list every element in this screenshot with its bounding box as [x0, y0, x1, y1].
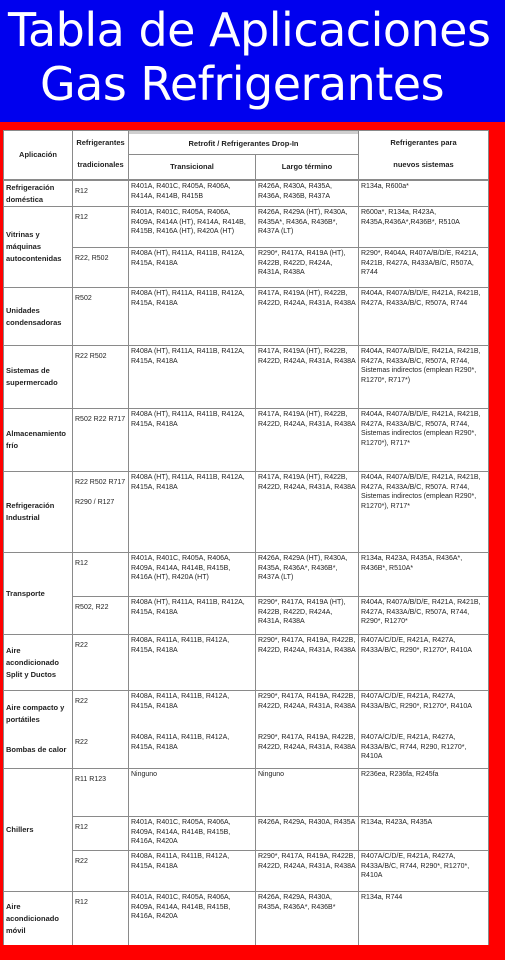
header-tradicionales-line2: tradicionales	[77, 160, 124, 169]
header-largo-termino: Largo término	[256, 155, 358, 179]
refrigerant-cell-nuevos: R404A, R407A/B/D/E, R421A, R421B, R427A, R433A/B/C, R507A, R744, Sistemas indirectos (emplean R290*, R1270*), R717*	[359, 409, 488, 471]
application-cell: Sistemas de supermercado	[4, 346, 72, 408]
refrigerant-cell-trans: R408A (HT), R411A, R411B, R412A, R415A, R418A	[129, 409, 255, 471]
title-banner	[0, 0, 505, 122]
refrigerant-cell-trad: R22	[73, 635, 128, 690]
refrigerant-cell-largo: R426A, R429A (HT), R430A, R435A, R436A*, R436B*, R437A (LT)	[256, 553, 358, 596]
refrigerant-cell-trans: R408A (HT), R411A, R411B, R412A, R415A, R418A	[129, 472, 255, 552]
refrigerant-cell-trans: Ninguno	[129, 769, 255, 816]
refrigerant-cell-trad: R22	[73, 732, 128, 768]
applications-table	[3, 130, 489, 945]
application-cell: Refrigeración doméstica	[4, 181, 72, 206]
refrigerant-cell-nuevos: R404A, R407A/B/D/E, R421A, R421B, R427A, R433A/B/C, R507A, R744, R290*, R1270*	[359, 597, 488, 634]
refrigerant-cell-largo: R417A, R419A (HT), R422B, R422D, R424A, R431A, R438A	[256, 409, 358, 471]
refrigerant-cell-largo: R426A, R429A, R430A, R435A	[256, 817, 358, 850]
refrigerant-cell-trad: R22	[73, 851, 128, 891]
refrigerant-cell-trad: R502 R22 R717	[73, 409, 128, 471]
application-cell: Aire compacto y portátiles	[4, 691, 72, 737]
refrigerant-cell-largo: R290*, R417A, R419A (HT), R422B, R422D, R424A, R431A, R438A	[256, 248, 358, 287]
refrigerant-cell-trad: R502, R22	[73, 597, 128, 634]
refrigerant-cell-trans: R408A (HT), R411A, R411B, R412A, R415A, R418A	[129, 597, 255, 634]
refrigerant-cell-nuevos: R404A, R407A/B/D/E, R421A, R421B, R427A, R433A/B/C, R507A, R744, Sistemas indirectos (emplean R290*, R1270*, R717*)	[359, 346, 488, 408]
header-aplicacion: Aplicación	[4, 131, 72, 179]
application-cell: Unidades condensadoras	[4, 288, 72, 345]
refrigerant-cell-trad: R12	[73, 553, 128, 596]
refrigerant-cell-nuevos: R404A, R407A/B/D/E, R421A, R421B, R427A, R433A/B/C, R507A, R744	[359, 288, 488, 345]
header-nuevos-sistemas	[359, 131, 488, 179]
refrigerant-cell-trans: R408A (HT), R411A, R411B, R412A, R415A, R418A	[129, 346, 255, 408]
refrigerant-cell-trans: R401A, R401C, R405A, R406A, R409A, R414A, R414B, R415B, R416A, R420A	[129, 817, 255, 850]
header-tradicionales-line1: Refrigerantes	[76, 138, 125, 147]
refrigerant-cell-largo: R290*, R417A, R419A, R422B, R422D, R424A, R431A, R438A	[256, 691, 358, 737]
refrigerant-cell-nuevos: R290*, R404A, R407A/B/D/E, R421A, R421B, R427A, R433A/B/C, R507A, R744	[359, 248, 488, 287]
refrigerant-cell-trad: R22, R502	[73, 248, 128, 287]
refrigerant-cell-trans: R408A (HT), R411A, R411B, R412A, R415A, R418A	[129, 248, 255, 287]
refrigerant-cell-trans: R408A (HT), R411A, R411B, R412A, R415A, R418A	[129, 288, 255, 345]
application-cell: Aire acondicionado Split y Ductos	[4, 635, 72, 690]
application-cell: Vitrinas y máquinas autocontenidas	[4, 207, 72, 287]
application-cell: Almacenamiento frío	[4, 409, 72, 471]
header-retrofit: Retrofit / Refrigerantes Drop-In	[129, 134, 358, 154]
refrigerant-cell-trans: R408A, R411A, R411B, R412A, R415A, R418A	[129, 851, 255, 891]
header-transicional: Transicional	[129, 155, 255, 179]
refrigerant-cell-trad: R12	[73, 892, 128, 945]
refrigerant-cell-trans: R408A, R411A, R411B, R412A, R415A, R418A	[129, 732, 255, 768]
refrigerant-cell-nuevos: R407A/C/D/E, R421A, R427A, R433A/B/C, R290*, R1270*, R410A	[359, 635, 488, 690]
refrigerant-cell-trad: R22 R502	[73, 346, 128, 408]
header-tradicionales	[73, 131, 128, 179]
refrigerant-cell-trans: R401A, R401C, R405A, R406A, R409A, R414A, R414B, R415B, R416A, R420A	[129, 892, 255, 945]
title-line-1: Tabla de Aplicaciones	[8, 3, 491, 57]
refrigerant-cell-largo: R290*, R417A, R419A, R422B, R422D, R424A, R431A, R438A	[256, 732, 358, 768]
refrigerant-cell-trans: R408A, R411A, R411B, R412A, R415A, R418A	[129, 691, 255, 737]
refrigerant-cell-trad: R12	[73, 181, 128, 206]
application-cell: Transporte	[4, 553, 72, 634]
refrigerant-cell-largo: Ninguno	[256, 769, 358, 816]
refrigerant-cell-largo: R290*, R417A, R419A, R422B, R422D, R424A, R431A, R438A	[256, 635, 358, 690]
application-cell: Refrigeración Industrial	[4, 472, 72, 552]
refrigerant-cell-trans: R401A, R401C, R405A, R406A, R409A, R414A, R414B, R415B, R416A (HT), R420A (HT)	[129, 553, 255, 596]
refrigerant-cell-largo: R417A, R419A (HT), R422B, R422D, R424A, R431A, R438A	[256, 472, 358, 552]
refrigerant-cell-nuevos: R407A/C/D/E, R421A, R427A, R433A/B/C, R744, R290, R1270*, R410A	[359, 732, 488, 768]
refrigerant-cell-trad: R22 R502 R717 R290 / R127	[73, 472, 128, 552]
refrigerant-cell-largo: R426A, R429A, R430A, R435A, R436A*, R436B*	[256, 892, 358, 945]
application-cell: Bombas de calor	[4, 732, 72, 768]
refrigerant-cell-nuevos: R404A, R407A/B/D/E, R421A, R421B, R427A, R433A/B/C, R507A. R744, Sistemas indirectos (emplean R290*, R1270*), R717*	[359, 472, 488, 552]
table-grid	[3, 130, 489, 945]
header-nuevos-line1: Refrigerantes para	[390, 138, 457, 147]
application-cell: Aire acondicionado móvil	[4, 892, 72, 945]
refrigerant-cell-nuevos: R407A/C/D/E, R421A, R427A, R433A/B/C, R290*, R1270*, R410A	[359, 691, 488, 737]
refrigerant-cell-trans: R401A, R401C, R405A, R406A, R409A, R414A (HT), R414A, R414B, R415B, R416A (HT), R420A (HT)	[129, 207, 255, 247]
application-cell: Chillers	[4, 769, 72, 891]
refrigerant-cell-largo: R426A, R429A (HT), R430A, R435A*, R436A, R436B*, R437A (LT)	[256, 207, 358, 247]
refrigerant-cell-nuevos: R134a, R600a*	[359, 181, 488, 206]
refrigerant-cell-trad: R11 R123	[73, 769, 128, 816]
refrigerant-cell-trad: R502	[73, 288, 128, 345]
refrigerant-cell-nuevos: R134a, R744	[359, 892, 488, 945]
refrigerant-cell-trad: R22	[73, 691, 128, 737]
refrigerant-cell-nuevos: R134a, R423A, R435A	[359, 817, 488, 850]
refrigerant-cell-largo: R417A, R419A (HT), R422B, R422D, R424A, R431A, R438A	[256, 346, 358, 408]
refrigerant-cell-trans: R401A, R401C, R405A, R406A, R414A, R414B, R415B	[129, 181, 255, 206]
refrigerant-cell-trad: R12	[73, 207, 128, 247]
title-line-2: Gas Refrigerantes	[40, 57, 445, 111]
refrigerant-cell-largo: R417A, R419A (HT), R422B, R422D, R424A, R431A, R438A	[256, 288, 358, 345]
refrigerant-cell-largo: R426A, R430A, R435A, R436A, R436B, R437A	[256, 181, 358, 206]
refrigerant-cell-largo: R290*, R417A, R419A, R422B, R422D, R424A, R431A, R438A	[256, 851, 358, 891]
refrigerant-cell-largo: R290*, R417A, R419A (HT), R422B, R422D, R424A, R431A, R438A	[256, 597, 358, 634]
refrigerant-cell-nuevos: R134a, R423A, R435A, R436A*, R436B*, R510A*	[359, 553, 488, 596]
refrigerant-cell-trad: R12	[73, 817, 128, 850]
refrigerant-cell-trans: R408A, R411A, R411B, R412A, R415A, R418A	[129, 635, 255, 690]
refrigerant-cell-nuevos: R236ea, R236fa, R245fa	[359, 769, 488, 816]
header-nuevos-line2: nuevos sistemas	[393, 160, 454, 169]
refrigerant-cell-nuevos: R600a*, R134a, R423A, R435A,R436A*,R436B*, R510A	[359, 207, 488, 247]
refrigerant-cell-nuevos: R407A/C/D/E, R421A, R427A, R433A/B/C, R744, R290*, R1270*, R410A	[359, 851, 488, 891]
